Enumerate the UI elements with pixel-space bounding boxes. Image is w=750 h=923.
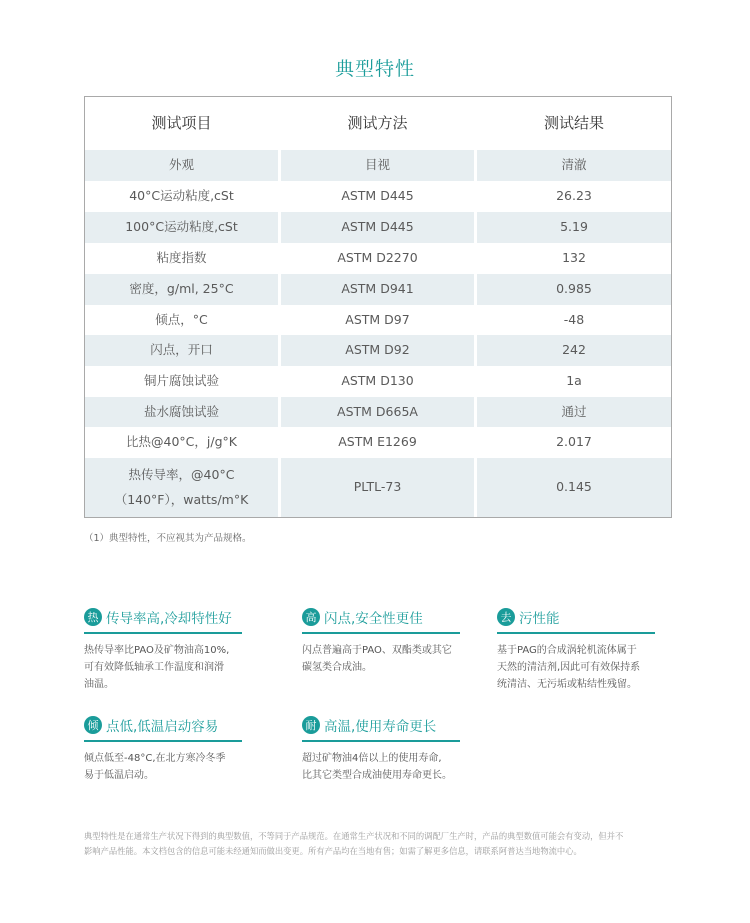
cell-test-method: ASTM D445 [341,188,414,204]
feature-description [302,642,460,676]
feature-block [497,606,655,693]
feature-heading [497,606,655,634]
table-row [85,150,671,181]
cell-test-item: 100°C运动粘度,cSt [85,212,278,243]
cell-test-method: 目视 [281,150,474,181]
feature-title: 高温,使用寿命更长 [324,719,437,735]
header-test-item: 测试项目 [151,113,212,132]
table-row [85,427,671,458]
cell-test-item: 盐水腐蚀试验 [85,397,278,427]
feature-description [302,750,460,784]
cell-test-result: 132 [562,250,586,266]
feature-description-line: 基于PAG的合成涡轮机流体属于 [497,645,637,656]
table-row [85,181,671,212]
feature-description-line: 比其它类型合成油使用寿命更长。 [302,770,452,781]
cell-test-item: 倾点，°C [155,311,208,327]
table-row [85,212,671,243]
feature-title: 污性能 [519,611,560,627]
cell-test-item: 闪点，开口 [85,335,278,366]
footnote: （1）典型特性，不应视其为产品规格。 [84,533,252,544]
feature-description [84,642,242,693]
feature-block [84,606,242,693]
feature-heading [302,606,460,634]
table-row [85,366,671,397]
feature-block [302,606,460,676]
table-row [85,458,671,517]
feature-description [497,642,655,693]
feature-badge-icon: 热 [84,608,102,626]
feature-title: 闪点,安全性更佳 [324,611,423,627]
feature-badge-icon: 去 [497,608,515,626]
feature-block [302,714,460,784]
feature-description-line: 易于低温启动。 [84,770,154,781]
cell-test-item: 比热@40°C，j/g°K [126,434,237,450]
feature-description-line: 闪点普遍高于PAO、双酯类或其它 [302,645,452,656]
feature-heading [84,606,242,634]
disclaimer-line: 影响产品性能。本文档包含的信息可能未经通知而做出变更。所有产品均在当地有售；如需了解更多信息，请联系阿普达当地物流中心。 [84,846,582,856]
cell-test-method: ASTM D92 [281,335,474,366]
header-test-method: 测试方法 [347,113,408,132]
cell-test-result: -48 [563,311,585,327]
cell-test-result: 0.145 [477,458,671,517]
feature-heading [302,714,460,742]
cell-test-method: ASTM D665A [281,397,474,427]
feature-description-line: 碳氢类合成油。 [302,662,372,673]
cell-test-item: 粘度指数 [156,250,207,266]
feature-title: 点低,低温启动容易 [106,719,219,735]
section-title: 典型特性 [334,58,415,80]
feature-block [84,714,242,784]
feature-description-line: 倾点低至-48°C,在北方寒冷冬季 [84,753,226,764]
feature-heading [84,714,242,742]
cell-test-item: 外观 [85,150,278,181]
properties-table [84,96,672,518]
table-row [85,397,671,427]
cell-test-method: PLTL-73 [281,458,474,517]
cell-test-result: 26.23 [556,188,592,204]
cell-test-result: 2.017 [556,434,592,450]
cell-test-method: ASTM D445 [281,212,474,243]
cell-test-result: 0.985 [477,274,671,305]
feature-description-line: 天然的清洁剂,因此可有效保持系 [497,662,641,673]
cell-test-method: ASTM E1269 [338,434,417,450]
cell-test-method: ASTM D97 [345,311,410,327]
feature-description-line: 热传导率比PAO及矿物油高10%, [84,645,230,656]
cell-test-result: 通过 [477,397,671,427]
cell-test-result: 242 [477,335,671,366]
feature-badge-icon: 耐 [302,716,320,734]
cell-test-method: ASTM D2270 [337,250,418,266]
table-header-row [85,97,671,150]
cell-test-result: 1a [566,373,582,389]
feature-description-line: 超过矿物油4倍以上的使用寿命, [302,753,442,764]
feature-description-line: 可有效降低轴承工作温度和润滑 [84,662,224,673]
cell-test-method: ASTM D941 [281,274,474,305]
feature-title: 传导率高,冷却特性好 [106,611,232,627]
cell-test-method: ASTM D130 [341,373,414,389]
feature-description-line: 油温。 [84,679,114,690]
cell-test-result: 5.19 [477,212,671,243]
header-test-result: 测试结果 [543,113,604,132]
table-row [85,243,671,274]
disclaimer-line: 典型特性是在通常生产状况下得到的典型数值，不等同于产品规范。在通常生产状况和不同的调配厂生产时，产品的典型数值可能会有变动，但并不 [84,831,624,841]
feature-badge-icon: 高 [302,608,320,626]
cell-test-item: 密度，g/ml, 25°C [85,274,278,305]
table-row [85,274,671,305]
cell-test-item: 铜片腐蚀试验 [143,373,219,389]
cell-test-result: 清澈 [477,150,671,181]
disclaimer [84,829,684,859]
feature-badge-icon: 倾 [84,716,102,734]
cell-test-item: 热传导率，@40°C （140°F），watts/m°K [85,458,278,517]
table-row [85,335,671,366]
table-row [85,305,671,335]
feature-description [84,750,242,784]
feature-description-line: 统清洁、无污垢或粘结性残留。 [497,679,637,690]
cell-test-item: 40°C运动粘度,cSt [129,188,234,204]
